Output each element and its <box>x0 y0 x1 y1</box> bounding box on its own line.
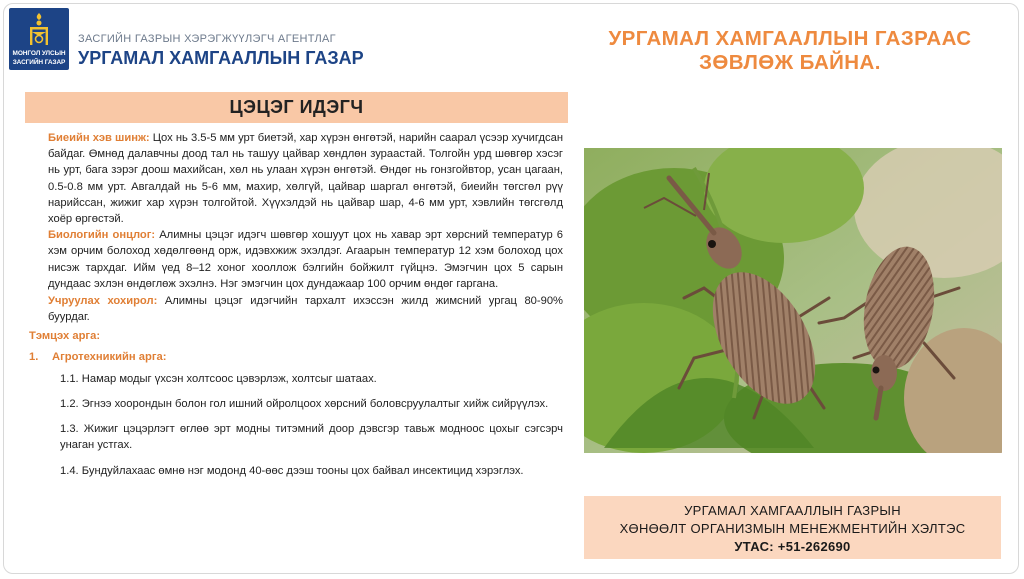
page-title-line1: УРГАМАЛ ХАМГААЛЛЫН ГАЗРААС <box>608 27 972 50</box>
logo-text-line2: ЗАСГИЙН ГАЗАР <box>12 59 66 66</box>
contact-phone: УТАС: +51-262690 <box>734 539 851 554</box>
biology-text: Алимны цэцэг идэгч шөвгөр хошуут цох нь хавар эрт хөрсний температур 6 хэм орчим болоход хөдөлгөөнд орж, идэвхжиж эхэлдэг. Агаарын температур 12 хэм болоход цох нисэж тархдаг. Ийм үед 8–12 хоног хооллож бэлгийн бойжилт гүйцнэ. Эмэгчин цох 5 сарын дундаас эхлэн өндөглөж эхэлнэ. Нэг эмэгчин цох дундажаар 100 орчим өндөг гаргана. <box>48 229 563 290</box>
logo-text-line1: МОНГОЛ УЛСЫН <box>12 50 66 57</box>
government-logo <box>9 8 69 70</box>
contact-org: УРГАМАЛ ХАМГААЛЛЫН ГАЗРЫН <box>684 503 901 518</box>
method-number: 1. <box>29 350 39 363</box>
morphology-text: Цох нь 3.5-5 мм урт биетэй, хар хүрэн өнгөтэй, нарийн саарал үсээр хучигдсан байдаг. Өмнөд далавчны доод тал нь ташуу цайвар хөндлөн зураастай. Толгойн урд шөвгөр хэсэг нь урт, бага зэрэг доош махийсан, хөл нь улаан хүрэн өнгөтэй. Өндөг нь гонзгойвтор, усан цагаан, 0.5-0.8 мм урт. Авгалдай нь 5-6 мм, махир, хөлгүй, цайвар шаргал өнгөтэй, биеийн төгсгөл рүү нарийссан, жижиг хар хүрэн толгойтой. Хүүхэлдэй нь цайвар шар, 4-6 мм урт, хэвлийн төгсгөлд хоёр өргөстэй. <box>48 132 563 226</box>
weevil-photo <box>584 148 1002 453</box>
description-text <box>29 130 563 479</box>
pest-name-heading: ЦЭЦЭГ ИДЭГЧ <box>25 92 568 123</box>
damage-text: Алимны цэцэг идэгчийн тархалт ихэссэн жилд жимсний ургац 80-90% буурдаг. <box>48 295 564 324</box>
agency-name: УРГАМАЛ ХАМГААЛЛЫН ГАЗАР <box>78 48 364 68</box>
contact-department: ХӨНӨӨЛТ ОРГАНИЗМЫН МЕНЕЖМЕНТИЙН ХЭЛТЭС <box>619 521 966 536</box>
biology-paragraph <box>29 227 563 292</box>
soyombo-emblem-icon <box>27 12 51 46</box>
method-title: Агротехникийн арга: <box>52 350 167 363</box>
damage-paragraph <box>29 293 563 325</box>
page-title <box>560 27 1020 75</box>
control-step: 1.3. Жижиг цэцэрлэгт өглөө эрт модны титэмний доор дэвсгэр тавьж модноос цохыг сэгсэрч унаган устгах. <box>60 423 563 452</box>
morphology-label: Биеийн хэв шинж: <box>48 132 150 144</box>
control-label: Тэмцэх арга: <box>29 330 101 343</box>
control-step: 1.1. Намар модыг үхсэн холтсоос цэвэрлэж, холтсыг шатаах. <box>60 372 377 385</box>
control-step: 1.4. Бундуйлахаас өмнө нэг модонд 40-өөс дээш тооны цох байвал инсектицид хэрэглэх. <box>60 464 524 477</box>
morphology-paragraph <box>29 130 563 227</box>
contact-box <box>584 496 1001 559</box>
biology-label: Биологийн онцлог: <box>48 229 156 242</box>
agency-subtitle: ЗАСГИЙН ГАЗРЫН ХЭРЭГЖҮҮЛЭГЧ АГЕНТЛАГ <box>78 33 336 45</box>
control-step: 1.2. Эгнээ хоорондын болон гол ишний ойролцоох хөрсний боловсруулалтыг хийж сийрүүлэх. <box>60 398 549 411</box>
page-title-line2: ЗӨВЛӨЖ БАЙНА. <box>699 51 881 74</box>
damage-label: Учруулах хохирол: <box>48 295 158 308</box>
method-heading <box>29 349 563 365</box>
